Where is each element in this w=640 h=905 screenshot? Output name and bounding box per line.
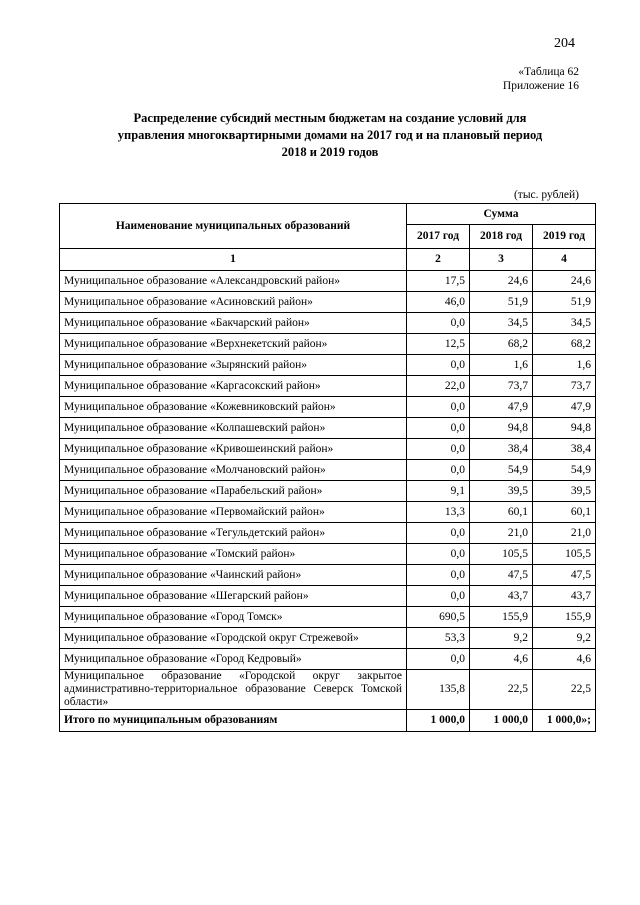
amount-2019: 60,1	[533, 502, 596, 523]
amount-2017: 0,0	[407, 523, 470, 544]
municipality-name: Муниципальное образование «Колпашевский район»	[60, 418, 407, 439]
municipality-name: Муниципальное образование «Зырянский район»	[60, 355, 407, 376]
amount-2018: 68,2	[470, 334, 533, 355]
amount-2018: 60,1	[470, 502, 533, 523]
header-municipality: Наименование муниципальных образований	[60, 204, 407, 249]
amount-2018: 22,5	[470, 670, 533, 710]
municipality-name: Муниципальное образование «Асиновский район»	[60, 292, 407, 313]
municipality-name: Муниципальное образование «Александровский район»	[60, 271, 407, 292]
amount-2018: 47,5	[470, 565, 533, 586]
amount-2018: 34,5	[470, 313, 533, 334]
amount-2017: 690,5	[407, 607, 470, 628]
amount-2019: 94,8	[533, 418, 596, 439]
table-row	[60, 670, 596, 710]
total-2019: 1 000,0»;	[533, 710, 596, 732]
units-label: (тыс. рублей)	[513, 189, 579, 201]
header-year-2019: 2019 год	[533, 225, 596, 249]
amount-2017: 13,3	[407, 502, 470, 523]
municipality-name: Муниципальное образование «Тегульдетский район»	[60, 523, 407, 544]
table-row	[60, 460, 596, 481]
amount-2018: 94,8	[470, 418, 533, 439]
document-title	[60, 110, 600, 161]
table-row	[60, 586, 596, 607]
table-row	[60, 565, 596, 586]
amount-2017: 135,8	[407, 670, 470, 710]
table-row	[60, 649, 596, 670]
municipality-name: Муниципальное образование «Шегарский район»	[60, 586, 407, 607]
column-number: 4	[533, 249, 596, 271]
table-row	[60, 397, 596, 418]
appendix-number: Приложение 16	[502, 80, 579, 92]
municipality-name: Муниципальное образование «Городской округ закрытое административно-территориальное образование Северск Томской области»	[60, 670, 407, 710]
amount-2018: 47,9	[470, 397, 533, 418]
amount-2017: 22,0	[407, 376, 470, 397]
amount-2017: 12,5	[407, 334, 470, 355]
amount-2018: 21,0	[470, 523, 533, 544]
column-number: 2	[407, 249, 470, 271]
amount-2019: 54,9	[533, 460, 596, 481]
amount-2019: 68,2	[533, 334, 596, 355]
total-2017: 1 000,0	[407, 710, 470, 732]
amount-2019: 22,5	[533, 670, 596, 710]
total-2018: 1 000,0	[470, 710, 533, 732]
amount-2019: 47,9	[533, 397, 596, 418]
amount-2019: 21,0	[533, 523, 596, 544]
amount-2017: 9,1	[407, 481, 470, 502]
table-row	[60, 544, 596, 565]
table-row	[60, 418, 596, 439]
amount-2017: 0,0	[407, 439, 470, 460]
amount-2017: 0,0	[407, 565, 470, 586]
municipality-name: Муниципальное образование «Молчановский район»	[60, 460, 407, 481]
amount-2017: 0,0	[407, 460, 470, 481]
amount-2018: 4,6	[470, 649, 533, 670]
municipality-name: Муниципальное образование «Город Кедровый»	[60, 649, 407, 670]
amount-2019: 38,4	[533, 439, 596, 460]
total-row	[60, 710, 596, 732]
municipality-name: Муниципальное образование «Парабельский район»	[60, 481, 407, 502]
amount-2018: 9,2	[470, 628, 533, 649]
header-year-2017: 2017 год	[407, 225, 470, 249]
municipality-name: Муниципальное образование «Верхнекетский район»	[60, 334, 407, 355]
amount-2017: 0,0	[407, 544, 470, 565]
annex-reference	[503, 65, 579, 93]
amount-2019: 47,5	[533, 565, 596, 586]
title-line: Распределение субсидий местным бюджетам на создание условий для	[133, 111, 527, 125]
table-row	[60, 439, 596, 460]
table-row	[60, 502, 596, 523]
amount-2019: 43,7	[533, 586, 596, 607]
subsidy-table	[59, 203, 596, 732]
amount-2019: 4,6	[533, 649, 596, 670]
amount-2019: 34,5	[533, 313, 596, 334]
table-row	[60, 313, 596, 334]
municipality-name: Муниципальное образование «Город Томск»	[60, 607, 407, 628]
amount-2018: 43,7	[470, 586, 533, 607]
total-label: Итого по муниципальным образованиям	[60, 710, 407, 732]
amount-2017: 53,3	[407, 628, 470, 649]
column-number: 1	[60, 249, 407, 271]
amount-2018: 38,4	[470, 439, 533, 460]
amount-2018: 51,9	[470, 292, 533, 313]
amount-2019: 51,9	[533, 292, 596, 313]
table-number: «Таблица 62	[518, 66, 579, 78]
table-row	[60, 376, 596, 397]
municipality-name: Муниципальное образование «Каргасокский район»	[60, 376, 407, 397]
municipality-name: Муниципальное образование «Кривошеинский район»	[60, 439, 407, 460]
title-line: управления многоквартирными домами на 2017 год и на плановый период	[117, 128, 543, 142]
title-line: 2018 и 2019 годов	[281, 145, 379, 159]
amount-2019: 155,9	[533, 607, 596, 628]
column-number: 3	[470, 249, 533, 271]
municipality-name: Муниципальное образование «Бакчарский район»	[60, 313, 407, 334]
amount-2018: 105,5	[470, 544, 533, 565]
table-row	[60, 481, 596, 502]
table-row	[60, 334, 596, 355]
amount-2019: 1,6	[533, 355, 596, 376]
amount-2017: 0,0	[407, 397, 470, 418]
municipality-name: Муниципальное образование «Первомайский район»	[60, 502, 407, 523]
amount-2017: 46,0	[407, 292, 470, 313]
amount-2019: 24,6	[533, 271, 596, 292]
table-row	[60, 271, 596, 292]
amount-2017: 17,5	[407, 271, 470, 292]
amount-2018: 24,6	[470, 271, 533, 292]
amount-2017: 0,0	[407, 418, 470, 439]
municipality-name: Муниципальное образование «Кожевниковский район»	[60, 397, 407, 418]
page-number: 204	[554, 36, 575, 51]
table-row	[60, 355, 596, 376]
amount-2018: 39,5	[470, 481, 533, 502]
column-number-row	[60, 249, 596, 271]
municipality-name: Муниципальное образование «Томский район»	[60, 544, 407, 565]
amount-2018: 73,7	[470, 376, 533, 397]
amount-2018: 155,9	[470, 607, 533, 628]
table-row	[60, 628, 596, 649]
table-row	[60, 292, 596, 313]
municipality-name: Муниципальное образование «Городской округ Стрежевой»	[60, 628, 407, 649]
amount-2019: 105,5	[533, 544, 596, 565]
amount-2018: 54,9	[470, 460, 533, 481]
amount-2018: 1,6	[470, 355, 533, 376]
header-sum: Сумма	[407, 204, 596, 225]
table-row	[60, 523, 596, 544]
amount-2017: 0,0	[407, 313, 470, 334]
amount-2019: 39,5	[533, 481, 596, 502]
amount-2017: 0,0	[407, 586, 470, 607]
amount-2019: 73,7	[533, 376, 596, 397]
municipality-name: Муниципальное образование «Чаинский район»	[60, 565, 407, 586]
table-row	[60, 607, 596, 628]
amount-2019: 9,2	[533, 628, 596, 649]
header-year-2018: 2018 год	[470, 225, 533, 249]
amount-2017: 0,0	[407, 355, 470, 376]
amount-2017: 0,0	[407, 649, 470, 670]
